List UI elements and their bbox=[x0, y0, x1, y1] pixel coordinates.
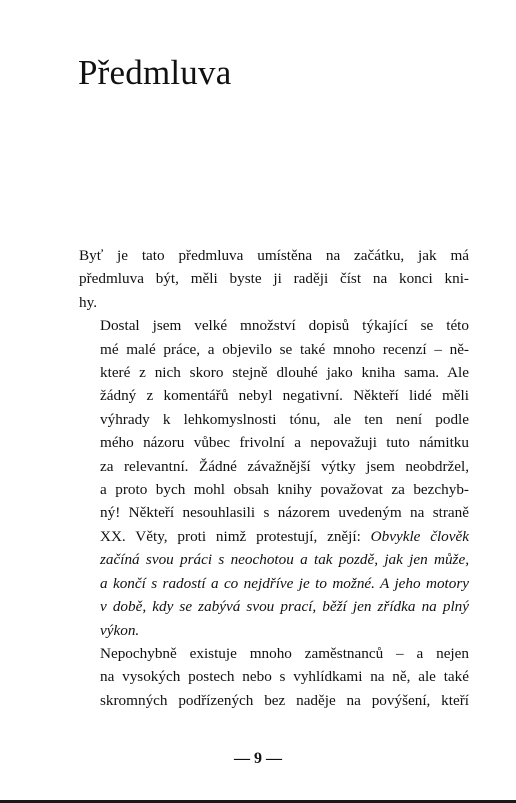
text-run: a proto bych mohl obsah knihy považovat za bezchyb- bbox=[100, 481, 469, 499]
paragraph bbox=[79, 314, 469, 642]
paragraph bbox=[79, 642, 469, 712]
text-line bbox=[79, 572, 469, 595]
text-line bbox=[79, 384, 469, 407]
text-line bbox=[79, 244, 469, 267]
italic-quote-text: začíná svou práci s neochotou a tak pozdě, jak jen může, bbox=[100, 551, 469, 569]
text-line bbox=[79, 595, 469, 618]
text-line bbox=[79, 689, 469, 712]
chapter-title: Předmluva bbox=[78, 53, 232, 92]
text-line bbox=[79, 619, 469, 642]
paragraph bbox=[79, 244, 469, 314]
italic-quote-text: a končí s radostí a co nejdříve je to možné. A jeho motory bbox=[100, 574, 469, 592]
page-number: 9 bbox=[254, 750, 262, 767]
text-line bbox=[79, 431, 469, 454]
text-line bbox=[79, 455, 469, 478]
text-run: Byť je tato předmluva umístěna na začátku, jak má bbox=[79, 247, 469, 264]
text-line bbox=[79, 291, 469, 314]
italic-quote-text: výkon. bbox=[100, 621, 140, 639]
text-line bbox=[79, 548, 469, 571]
page-number-dash-right: — bbox=[266, 750, 282, 767]
text-line bbox=[79, 665, 469, 688]
text-run: Dostal jsem velké množství dopisů týkající se této bbox=[100, 317, 469, 335]
text-line bbox=[79, 408, 469, 431]
text-run: na vysokých postech nebo s vyhlídkami na ně, ale také bbox=[100, 668, 469, 686]
text-run: které z nich skoro stejně dlouhé jako kniha sama. Ale bbox=[100, 364, 469, 382]
text-line bbox=[79, 478, 469, 501]
text-line bbox=[79, 642, 469, 665]
text-line bbox=[79, 314, 469, 337]
text-line bbox=[79, 525, 469, 548]
text-line bbox=[79, 501, 469, 524]
text-run: mé malé práce, a objevilo se také mnoho recenzí – ně- bbox=[100, 340, 469, 358]
text-run: XX. Věty, proti nimž protestují, znějí: bbox=[100, 527, 371, 545]
text-line bbox=[79, 338, 469, 361]
text-line bbox=[79, 267, 469, 290]
text-run: skromných podřízených bez naděje na povýšení, kteří bbox=[100, 691, 469, 709]
page-number-footer bbox=[0, 749, 516, 769]
text-run: mého názoru vůbec frivolní a nepovažuji tuto námitku bbox=[100, 434, 469, 452]
page-number-dash-left: — bbox=[234, 750, 250, 767]
text-run: hy. bbox=[79, 293, 97, 311]
text-run: ný! Někteří nesouhlasili s názorem uvedeným na straně bbox=[100, 504, 469, 522]
text-run: žádný z komentářů nebyl negativní. Někteří lidé měli bbox=[100, 387, 469, 405]
text-line bbox=[79, 361, 469, 384]
text-run: výhrady k lehkomyslnosti tónu, ale ten není podle bbox=[100, 410, 469, 428]
text-run: předmluva být, měli byste ji raději číst na konci kni- bbox=[79, 270, 469, 288]
body-text bbox=[79, 244, 469, 712]
italic-quote-text: Obvykle člověk bbox=[370, 527, 469, 545]
text-run: Nepochybně existuje mnoho zaměstnanců – a nejen bbox=[100, 644, 469, 662]
text-run: za relevantní. Žádné závažnější výtky jsem neobdržel, bbox=[100, 457, 469, 475]
italic-quote-text: v době, kdy se zabývá svou prací, běží jen zřídka na plný bbox=[100, 598, 469, 616]
